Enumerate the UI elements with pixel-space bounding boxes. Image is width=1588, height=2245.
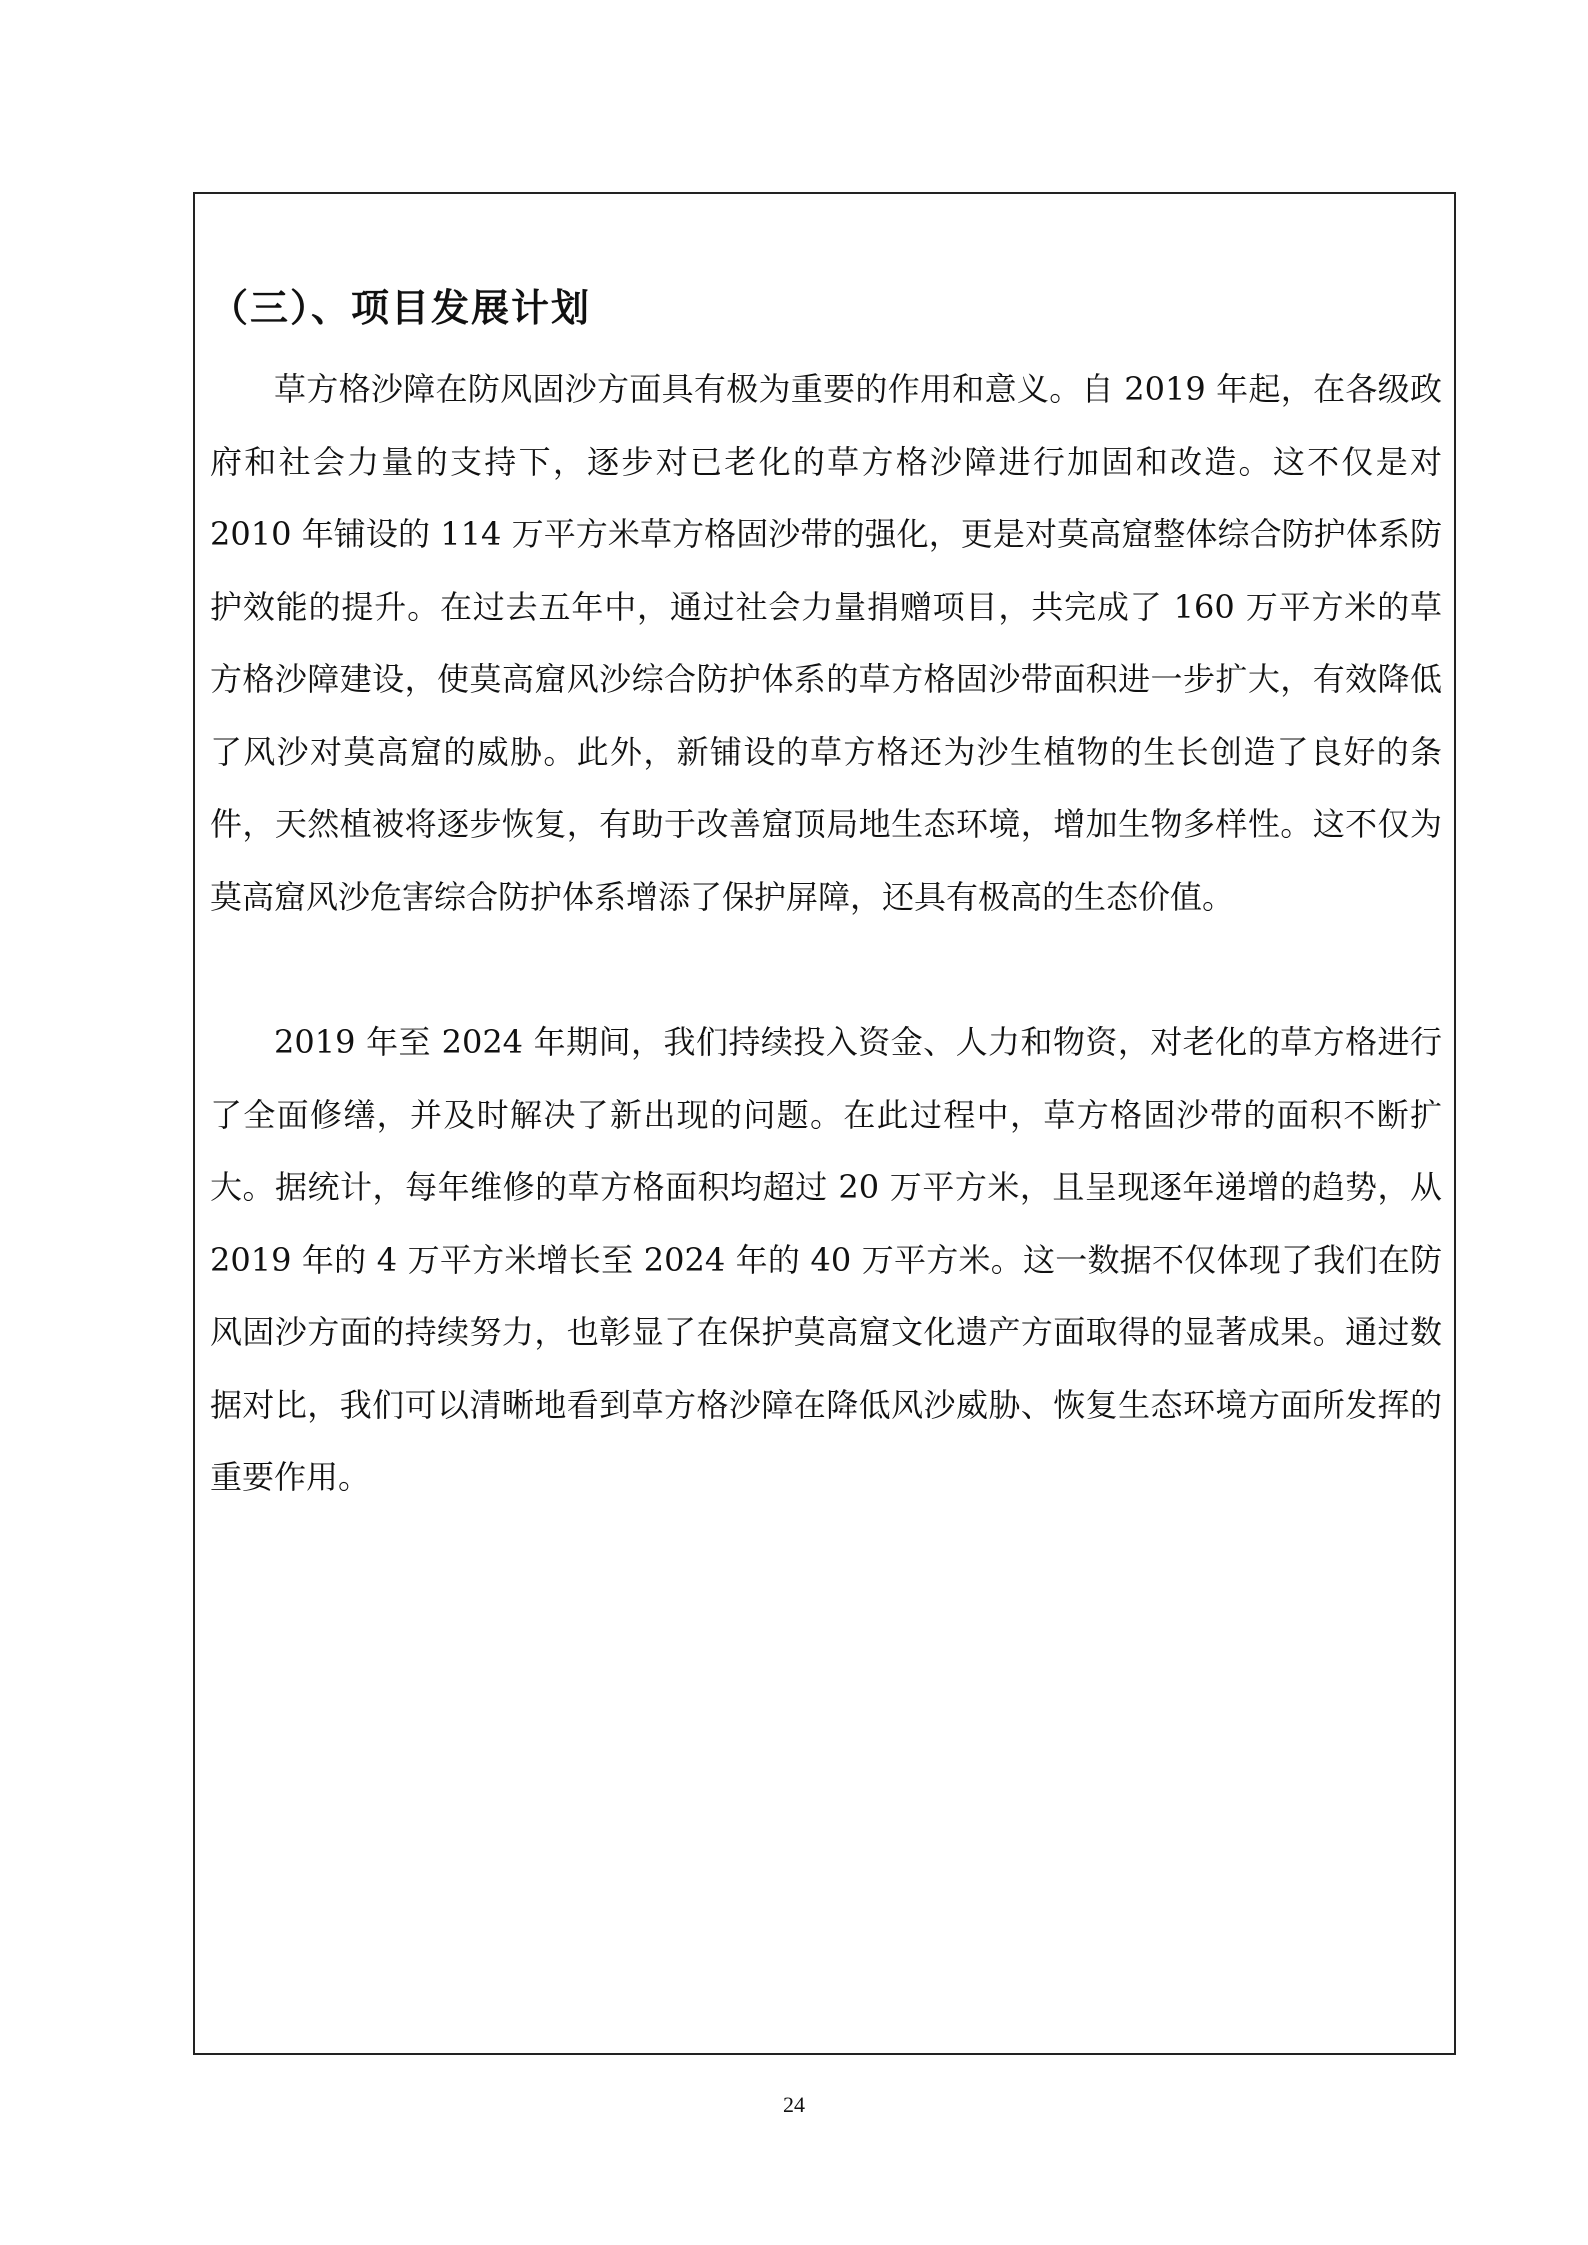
paragraph-grass-checkerboard-importance: 草方格沙障在防风固沙方面具有极为重要的作用和意义。自 2019 年起，在各级政府和社会力量的支持下，逐步对已老化的草方格沙障进行加固和改造。这不仅是对 2010 年铺设的 114 万平方米草方格固沙带的强化，更是对莫高窟整体综合防护体系防护效能的提升。在过去五年中，通过社会力量捐赠项目，共完成了 160 万平方米的草方格沙障建设，使莫高窟风沙综合防护体系的草方格固沙带面积进一步扩大，有效降低了风沙对莫高窟的威胁。此外，新铺设的草方格还为沙生植物的生长创造了良好的条件，天然植被将逐步恢复，有助于改善窟顶局地生态环境，增加生物多样性。这不仅为莫高窟风沙危害综合防护体系增添了保护屏障，还具有极高的生态价值。 bbox=[210, 370, 1442, 916]
section-heading: （三）、项目发展计划 bbox=[210, 286, 592, 330]
paragraph-maintenance-2019-2024: 2019 年至 2024 年期间，我们持续投入资金、人力和物资，对老化的草方格进行了全面修缮，并及时解决了新出现的问题。在此过程中，草方格固沙带的面积不断扩大。据统计，每年维修的草方格面积均超过 20 万平方米，且呈现逐年递增的趋势，从 2019 年的 4 万平方米增长至 2024 年的 40 万平方米。这一数据不仅体现了我们在防风固沙方面的持续努力，也彰显了在保护莫高窟文化遗产方面取得的显著成果。通过数据对比，我们可以清晰地看到草方格沙障在降低风沙威胁、恢复生态环境方面所发挥的重要作用。 bbox=[210, 1023, 1442, 1496]
page-number: 24 bbox=[783, 2092, 805, 2117]
